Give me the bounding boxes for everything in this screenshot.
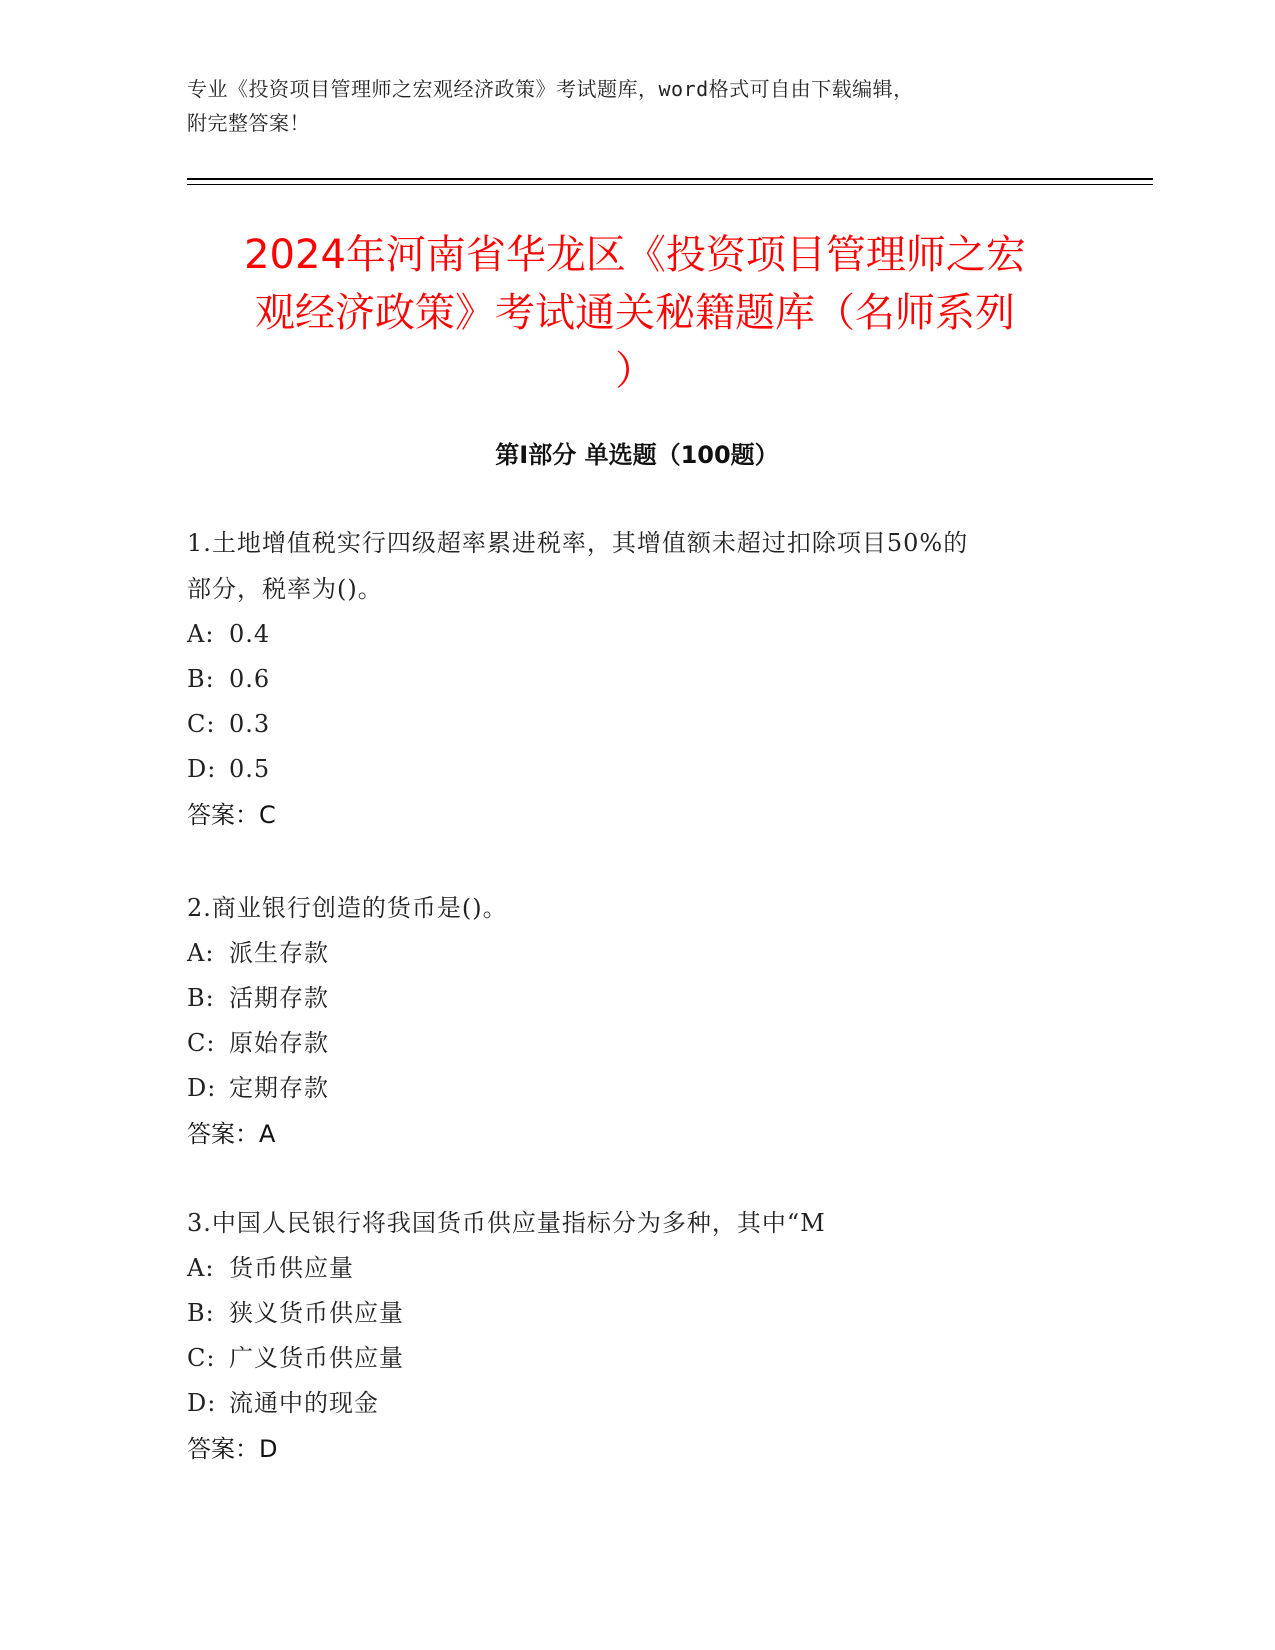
document-title-line-1: 2024年河南省华龙区《投资项目管理师之宏 bbox=[244, 232, 1026, 278]
question-2 bbox=[187, 885, 1087, 1157]
option-key: C: bbox=[187, 1344, 216, 1372]
answer: 答案：C bbox=[187, 801, 276, 829]
option-key: C: bbox=[187, 710, 216, 738]
question-stem-line-2: 部分，税率为()。 bbox=[187, 575, 383, 603]
option-key: D: bbox=[187, 1389, 217, 1417]
option-a bbox=[187, 612, 1087, 657]
option-key: A: bbox=[187, 939, 215, 967]
option-b bbox=[187, 1291, 1087, 1336]
option-key: B: bbox=[187, 984, 215, 1012]
option-key: A: bbox=[187, 620, 215, 648]
option-key: B: bbox=[187, 665, 215, 693]
option-text: 狭义货币供应量 bbox=[229, 1299, 404, 1327]
answer: 答案：D bbox=[187, 1435, 278, 1463]
option-d bbox=[187, 747, 1087, 792]
option-key: C: bbox=[187, 1029, 216, 1057]
question-1 bbox=[187, 520, 1087, 838]
option-text: 流通中的现金 bbox=[229, 1389, 379, 1417]
document-title bbox=[175, 226, 1095, 400]
header-divider-thin bbox=[187, 184, 1153, 185]
option-text: 原始存款 bbox=[229, 1029, 329, 1057]
question-stem-line-1: 1.土地增值税实行四级超率累进税率，其增值额未超过扣除项目50%的 bbox=[187, 529, 969, 557]
option-text: 派生存款 bbox=[229, 939, 329, 967]
option-key: B: bbox=[187, 1299, 215, 1327]
question-3 bbox=[187, 1200, 1087, 1472]
option-d bbox=[187, 1066, 1087, 1111]
question-stem-line-1: 3.中国人民银行将我国货币供应量指标分为多种，其中“M bbox=[187, 1209, 826, 1237]
option-b bbox=[187, 657, 1087, 702]
document-title-line-3: ） bbox=[615, 348, 655, 394]
option-d bbox=[187, 1381, 1087, 1426]
header-note bbox=[187, 72, 1067, 140]
header-note-line-1: 专业《投资项目管理师之宏观经济政策》考试题库，word格式可自由下载编辑， bbox=[187, 77, 914, 101]
header-note-line-2: 附完整答案！ bbox=[187, 111, 310, 135]
option-key: D: bbox=[187, 1074, 217, 1102]
option-key: D: bbox=[187, 755, 217, 783]
option-text: 货币供应量 bbox=[229, 1254, 354, 1282]
option-text: 0.3 bbox=[229, 710, 271, 738]
option-text: 活期存款 bbox=[229, 984, 329, 1012]
section-heading: 第Ⅰ部分 单选题（100题） bbox=[495, 441, 779, 469]
option-text: 0.5 bbox=[229, 755, 271, 783]
option-c bbox=[187, 702, 1087, 747]
option-c bbox=[187, 1021, 1087, 1066]
option-c bbox=[187, 1336, 1087, 1381]
header-divider-thick bbox=[187, 178, 1153, 180]
option-text: 定期存款 bbox=[229, 1074, 329, 1102]
question-stem-line-1: 2.商业银行创造的货币是()。 bbox=[187, 894, 508, 922]
option-a bbox=[187, 931, 1087, 976]
option-key: A: bbox=[187, 1254, 215, 1282]
option-a bbox=[187, 1246, 1087, 1291]
option-text: 0.6 bbox=[229, 665, 271, 693]
option-b bbox=[187, 976, 1087, 1021]
document-title-line-2: 观经济政策》考试通关秘籍题库（名师系列 bbox=[255, 290, 1015, 336]
answer: 答案：A bbox=[187, 1120, 276, 1148]
option-text: 0.4 bbox=[229, 620, 271, 648]
option-text: 广义货币供应量 bbox=[229, 1344, 404, 1372]
